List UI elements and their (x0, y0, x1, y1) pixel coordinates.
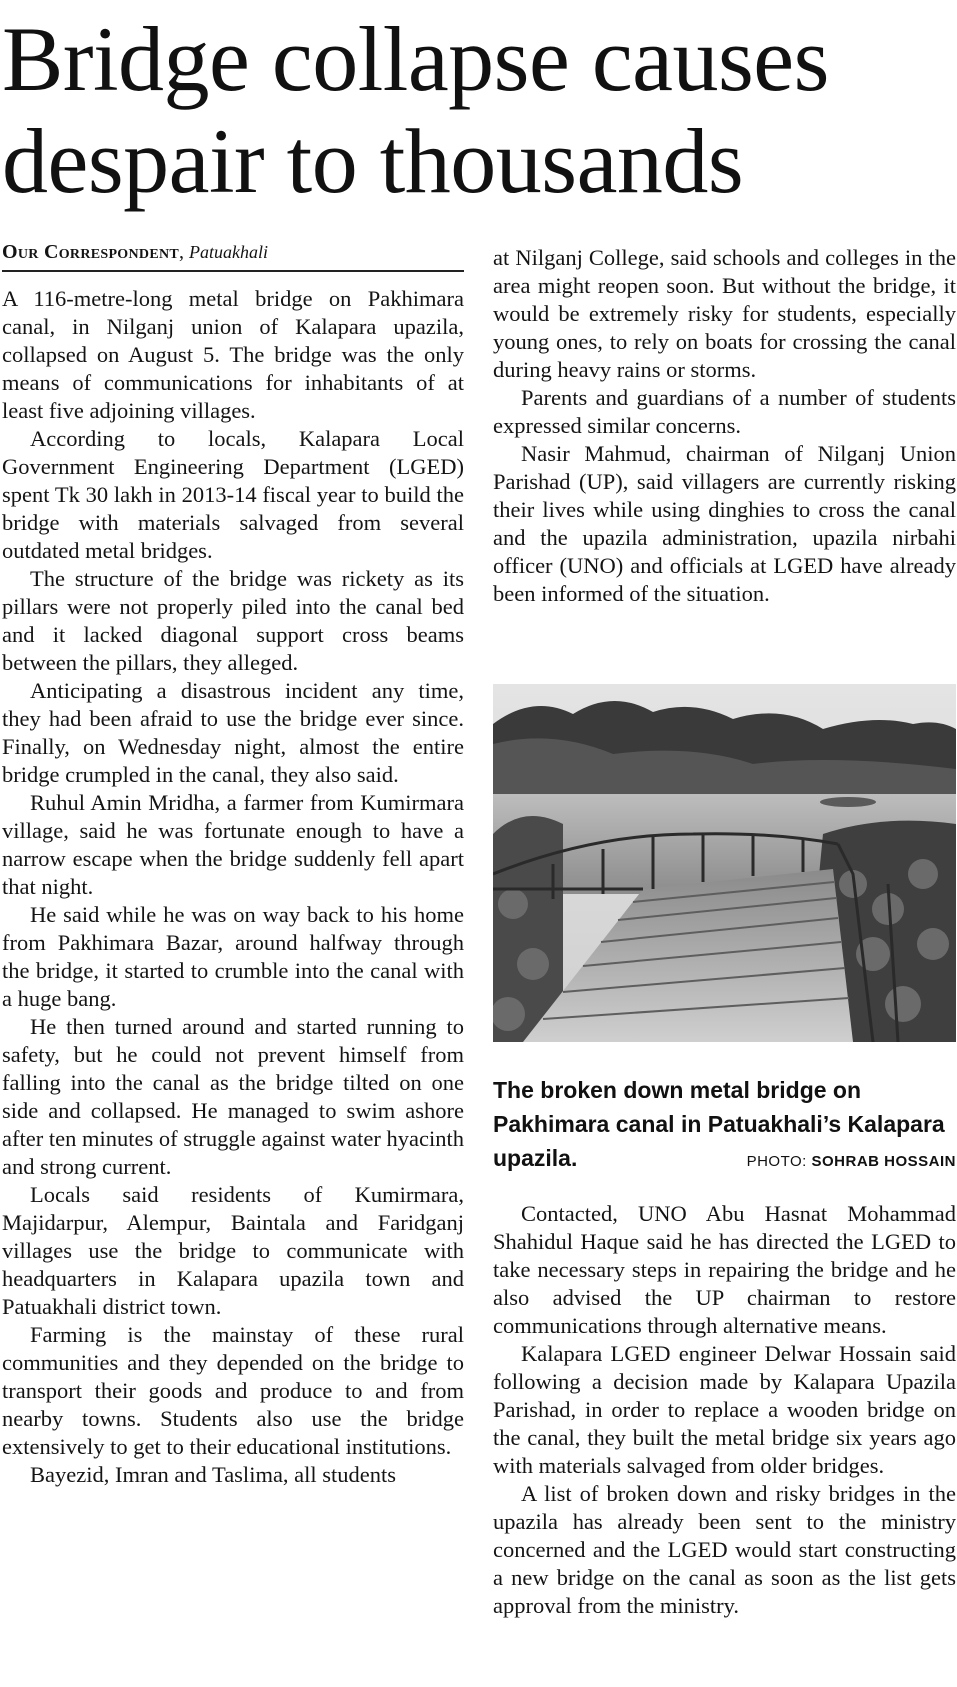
byline-author: Our Correspondent (2, 241, 180, 263)
paragraph: Parents and guardians of a number of students expressed similar concerns. (493, 385, 956, 438)
bridge-photo (493, 684, 956, 1042)
headline-line-1: Bridge collapse causes (2, 8, 829, 110)
paragraph: A list of broken down and risky bridges in the upazila has already been sent to the ministry concerned and the LGED would start constructing a new bridge on the canal as soon as the list gets approval from the ministry. (493, 1481, 956, 1618)
paragraph: According to locals, Kalapara Local Government Engineering Department (LGED) spent Tk 30 lakh in 2013-14 fiscal year to build the bridge with materials salvaged from several outdated metal bridges. (2, 426, 464, 563)
paragraph: He then turned around and started running to safety, but he could not prevent himself from falling into the canal as the bridge tilted on one side and collapsed. He managed to swim ashore after ten minutes of struggle against water hyacinth and strong current. (2, 1014, 464, 1179)
paragraph: A 116-metre-long metal bridge on Pakhimara canal, in Nilganj union of Kalapara upazila, collapsed on August 5. The bridge was the only means of communications for inhabitants of at least five adjoining villages. (2, 286, 464, 423)
paragraph: He said while he was on way back to his home from Pakhimara Bazar, around halfway through the bridge, it started to crumble into the canal with a huge bang. (2, 902, 464, 1011)
paragraph: Kalapara LGED engineer Delwar Hossain said following a decision made by Kalapara Upazila Parishad, in order to replace a wooden bridge on the canal, they built the metal bridge six years ago with materials salvaged from older bridges. (493, 1341, 956, 1478)
paragraph: Ruhul Amin Mridha, a farmer from Kumirmara village, said he was fortunate enough to have a narrow escape when the bridge suddenly fell apart that night. (2, 790, 464, 899)
right-column-top (493, 244, 956, 608)
paragraph: Locals said residents of Kumirmara, Majidarpur, Alempur, Baintala and Faridganj villages use the bridge to communicate with headquarters in Kalapara upazila town and Patuakhali district town. (2, 1182, 464, 1319)
paragraph: Bayezid, Imran and Taslima, all students (30, 1462, 397, 1487)
byline-location: Patuakhali (189, 242, 269, 262)
paragraph: Contacted, UNO Abu Hasnat Mohammad Shahidul Haque said he has directed the LGED to take necessary steps in repairing the bridge and he also advised the UP chairman to restore communications through alternative means. (493, 1201, 956, 1338)
photo-credit-label: PHOTO: (746, 1153, 807, 1170)
paragraph: at Nilganj College, said schools and colleges in the area might reopen soon. But without the bridge, it would be extremely risky for students, especially young ones, to rely on boats for crossing the canal during heavy rains or storms. (493, 245, 956, 382)
photo-caption (493, 1073, 956, 1179)
paragraph: Nasir Mahmud, chairman of Nilganj Union Parishad (UP), said villagers are currently risking their lives while using dinghies to cross the canal and the upazila administration, upazila nirbahi officer (UNO) and officials at LGED have already been informed of the situation. (493, 441, 956, 606)
paragraph: The structure of the bridge was rickety as its pillars were not properly piled into the canal bed and it lacked diagonal support cross beams between the pillars, they alleged. (2, 566, 464, 675)
paragraph: Anticipating a disastrous incident any time, they had been afraid to use the bridge ever since. Finally, on Wednesday night, almost the entire bridge crumpled in the canal, they also said. (2, 678, 464, 787)
photo-credit-name: SOHRAB HOSSAIN (811, 1153, 956, 1170)
photo-credit (747, 1145, 956, 1179)
headline-line-2: despair to thousands (2, 110, 744, 212)
bridge-photo-image (493, 684, 956, 1042)
right-column-bottom (493, 1200, 956, 1620)
caption-text: The broken down metal bridge on Pakhimara canal in Patuakhali’s Kalapara upazila. (493, 1077, 945, 1171)
byline: Our Correspondent, Patuakhali (2, 240, 464, 272)
paragraph: Farming is the mainstay of these rural communities and they depended on the bridge to transport their goods and produce to and from nearby towns. Students also use the bridge extensively to get to their educational institutions. (2, 1322, 464, 1459)
left-column (2, 285, 464, 1489)
headline (2, 8, 952, 212)
